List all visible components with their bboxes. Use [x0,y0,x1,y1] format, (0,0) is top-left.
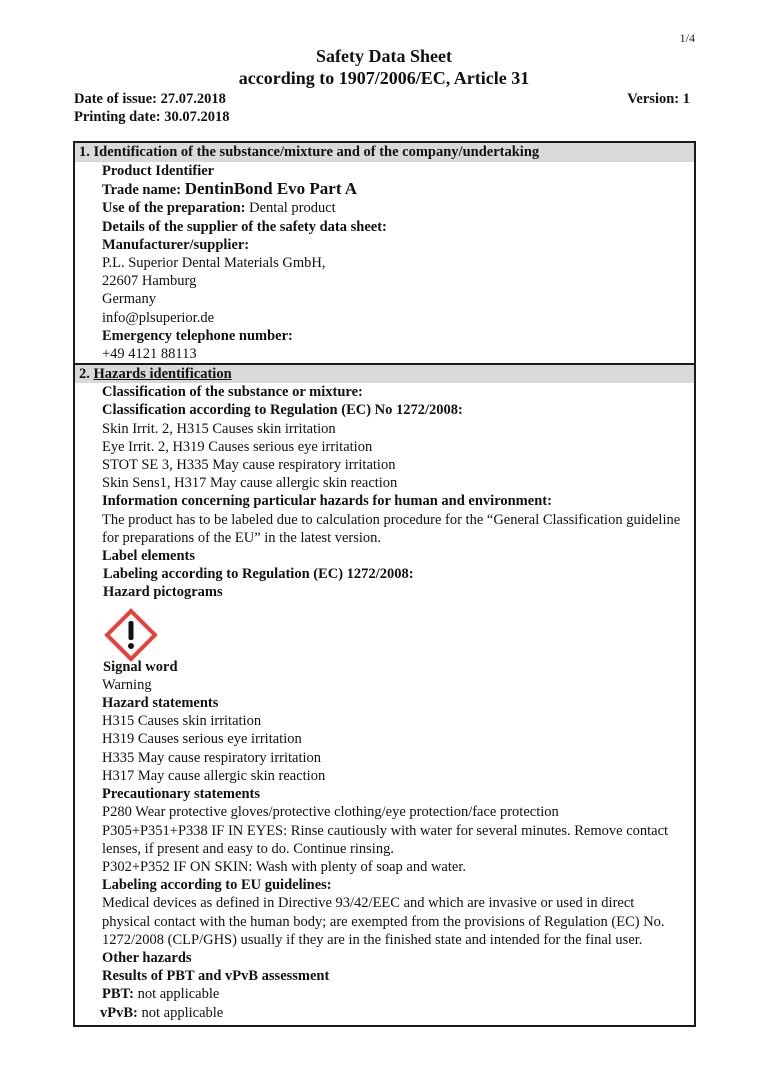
page-number: 1/4 [679,31,695,45]
document-title: Safety Data Sheet [316,46,452,66]
labeling-regulation: Labeling according to Regulation (EC) 1272/2008: [103,566,414,583]
classification-heading: Classification of the substance or mixture: [102,384,363,401]
pbt-label: PBT: [102,986,138,1003]
classification-item: STOT SE 3, H335 May cause respiratory irritation [102,457,396,474]
classification-item: Skin Sens1, H317 May cause allergic skin reaction [102,475,398,492]
pbt-results-heading: Results of PBT and vPvB assessment [102,968,330,985]
product-identifier-label: Product Identifier [102,163,215,179]
trade-name-value: DentinBond Evo Part A [184,179,358,199]
classification-item: Eye Irrit. 2, H319 Causes serious eye irritation [102,438,373,455]
address-country: Germany [102,291,156,308]
trade-name [102,180,686,199]
precautionary-statement: P302+P352 IF ON SKIN: Wash with plenty of soap and water. [102,858,466,875]
emergency-phone-value: +49 4121 88113 [102,346,197,363]
section-2-heading [75,363,694,383]
supplier-email: info@plsuperior.de [102,309,215,326]
precautionary-statement: P280 Wear protective gloves/protective clothing/eye protection/face protection [102,804,559,821]
vpvb-result [100,1004,686,1022]
section-1-body [75,162,694,363]
section-1-heading: 1. Identification of the substance/mixture and of the company/undertaking [75,143,694,162]
ghs07-exclamation-mark-icon [104,608,158,662]
vpvb-label: vPvB: [100,1004,142,1021]
pbt-result [102,985,686,1003]
section-2-body [75,383,694,1022]
hazard-info-heading: Information concerning particular hazards for human and environment: [102,493,552,510]
trade-name-label: Trade name: [102,182,185,199]
supplier-details-label: Details of the supplier of the safety data sheet: [102,218,387,235]
document-subtitle: according to 1907/2006/EC, Article 31 [238,68,530,88]
hazard-statement: H319 Causes serious eye irritation [102,731,302,748]
hazard-statements-heading: Hazard statements [102,695,219,712]
eu-guidelines-text: Medical devices as defined in Directive 93/42/EEC and which are invasive or used in direct physical contact with the human body; are exempted from the provisions of Regulation (EC) No. 1272/2008 (CLP/GHS) usually if they are in the finished state and intended for the final user. [102,895,665,948]
version: Version: 1 [627,91,690,107]
use-value: Dental product [249,200,336,217]
printing-date: Printing date: 30.07.2018 [74,109,230,125]
vpvb-value: not applicable [141,1004,224,1021]
other-hazards-heading: Other hazards [102,949,192,966]
pictogram-area [102,602,686,658]
date-of-issue: Date of issue: 27.07.2018 [74,91,226,107]
signal-word-heading: Signal word [103,658,178,675]
hazard-pictograms-heading: Hazard pictograms [103,584,223,601]
sds-content-box [73,141,696,1027]
address-company: P.L. Superior Dental Materials GmbH, [102,255,326,272]
section-2-title: Hazards identification [93,366,232,383]
use-label: Use of the preparation: [102,200,250,217]
hazard-info-text: The product has to be labeled due to calculation procedure for the “General Classification guideline for preparations of the EU” in the latest version. [102,511,681,546]
hazard-statement: H315 Causes skin irritation [102,713,262,730]
hazard-statement: H335 May cause respiratory irritation [102,749,322,766]
address-city: 22607 Hamburg [102,273,197,290]
classification-item: Skin Irrit. 2, H315 Causes skin irritation [102,420,336,437]
label-elements-heading: Label elements [102,548,196,565]
precautionary-statement: P305+P351+P338 IF IN EYES: Rinse cautiously with water for several minutes. Remove contact lenses, if present and easy to do. Continue rinsing. [102,822,669,857]
signal-word-value: Warning [102,676,152,693]
hazard-statement: H317 May cause allergic skin reaction [102,767,326,784]
eu-guidelines-heading: Labeling according to EU guidelines: [102,877,332,894]
manufacturer-label: Manufacturer/supplier: [102,236,250,253]
use-of-preparation [102,199,686,217]
emergency-phone-label: Emergency telephone number: [102,327,293,344]
classification-regulation: Classification according to Regulation (EC) No 1272/2008: [102,402,463,419]
precautionary-heading: Precautionary statements [102,786,260,803]
section-2-number: 2. [79,366,94,383]
pbt-value: not applicable [137,986,220,1003]
